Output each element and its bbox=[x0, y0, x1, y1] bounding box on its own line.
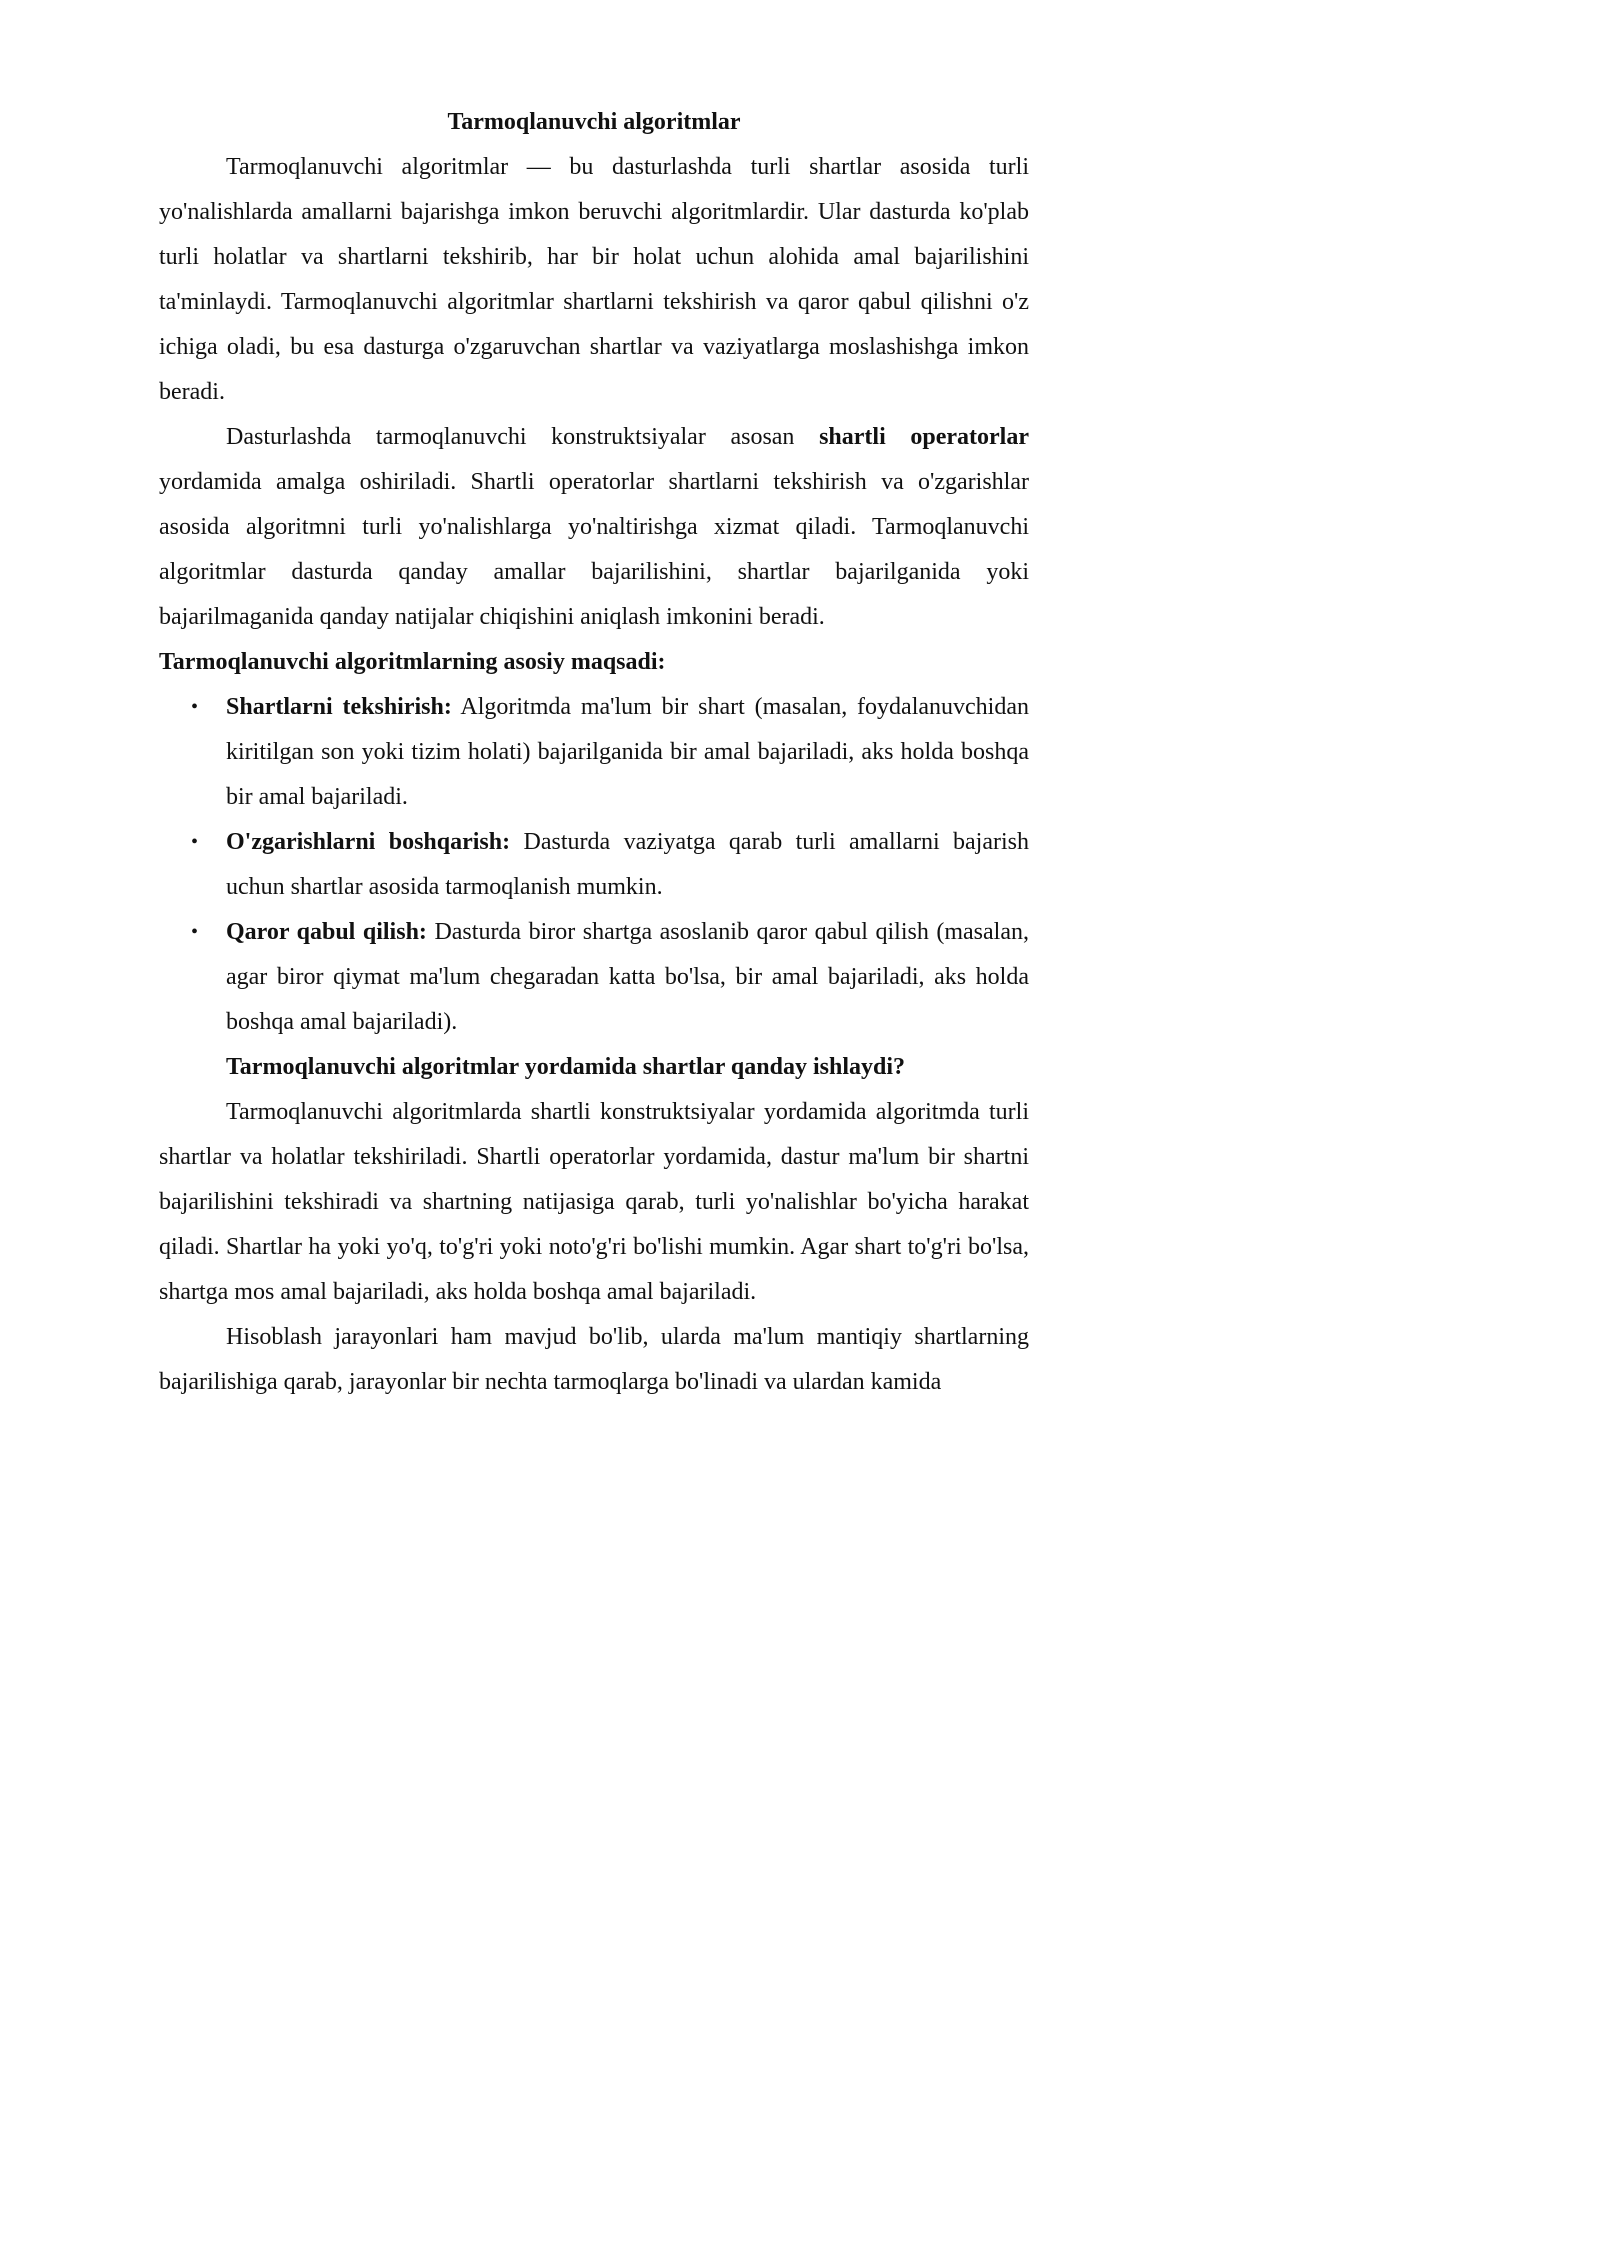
bullet-icon: • bbox=[191, 696, 199, 718]
operators-paragraph-text-end: yordamida amalga oshiriladi. Shartli operatorlar shartlarni tekshirish va o'zgarishlar asosida algoritmni turli yo'nalishlarga yo'naltirishga xizmat qiladi. Tarmoqlanuvchi algoritmlar dasturda qanday amallar bajarilishini, shartlar bajarilganida yoki bajarilmaganida qanday natijalar chiqishini aniqlash imkonini beradi. bbox=[159, 469, 1029, 630]
list-item-lead: O'zgarishlarni boshqarish: bbox=[226, 829, 511, 855]
document-body bbox=[159, 100, 1029, 1405]
operators-paragraph-bold-term: shartli operatorlar bbox=[819, 424, 1029, 450]
list-item-text: Algoritmda ma'lum bir shart (masalan, foydalanuvchidan kiritilgan son yoki tizim holati) bajarilganida bir amal bajariladi, aks holda boshqa bir amal bajariladi. bbox=[226, 694, 1029, 810]
list-item-lead: Shartlarni tekshirish: bbox=[226, 694, 452, 720]
bullet-icon: • bbox=[191, 921, 199, 943]
section-heading-how-it-works: Tarmoqlanuvchi algoritmlar yordamida shartlar qanday ishlaydi? bbox=[226, 1054, 905, 1080]
list-item bbox=[159, 820, 1029, 910]
document-page bbox=[0, 0, 1108, 1566]
operators-paragraph-text-start: Dasturlashda tarmoqlanuvchi konstruktsiyalar asosan bbox=[226, 424, 820, 450]
list-item-lead: Qaror qabul qilish: bbox=[226, 919, 427, 945]
how-it-works-paragraph: Tarmoqlanuvchi algoritmlarda shartli konstruktsiyalar yordamida algoritmda turli shartlar va holatlar tekshiriladi. Shartli operatorlar yordamida, dastur ma'lum bir shartni bajarilishini tekshiradi va shartning natijasiga qarab, turli yo'nalishlar bo'yicha harakat qiladi. Shartlar ha yoki yo'q, to'g'ri yoki noto'g'ri bo'lishi mumkin. Agar shart to'g'ri bo'lsa, shartga mos amal bajariladi, aks holda boshqa amal bajariladi. bbox=[159, 1099, 1029, 1305]
section-heading-goals: Tarmoqlanuvchi algoritmlarning asosiy maqsadi: bbox=[159, 649, 666, 675]
list-item bbox=[159, 910, 1029, 1045]
bullet-icon: • bbox=[191, 831, 199, 853]
list-item-text: Dasturda vaziyatga qarab turli amallarni bajarish uchun shartlar asosida tarmoqlanish mumkin. bbox=[226, 829, 1030, 900]
list-item bbox=[159, 685, 1029, 820]
computation-paragraph: Hisoblash jarayonlari ham mavjud bo'lib, ularda ma'lum mantiqiy shartlarning bajarilishiga qarab, jarayonlar bir nechta tarmoqlarga bo'linadi va ulardan kamida bbox=[159, 1324, 1029, 1395]
goals-list bbox=[159, 685, 1029, 1045]
operators-paragraph bbox=[159, 415, 1029, 640]
document-title: Tarmoqlanuvchi algoritmlar bbox=[447, 109, 741, 135]
list-item-text: Dasturda biror shartga asoslanib qaror qabul qilish (masalan, agar biror qiymat ma'lum chegaradan katta bo'lsa, bir amal bajariladi, aks holda boshqa amal bajariladi). bbox=[226, 919, 1029, 1035]
intro-paragraph: Tarmoqlanuvchi algoritmlar — bu dasturlashda turli shartlar asosida turli yo'nalishlarda amallarni bajarishga imkon beruvchi algoritmlardir. Ular dasturda ko'plab turli holatlar va shartlarni tekshirib, har bir holat uchun alohida amal bajarilishini ta'minlaydi. Tarmoqlanuvchi algoritmlar shartlarni tekshirish va qaror qabul qilishni o'z ichiga oladi, bu esa dasturga o'zgaruvchan shartlar va vaziyatlarga moslashishga imkon beradi. bbox=[159, 154, 1029, 405]
